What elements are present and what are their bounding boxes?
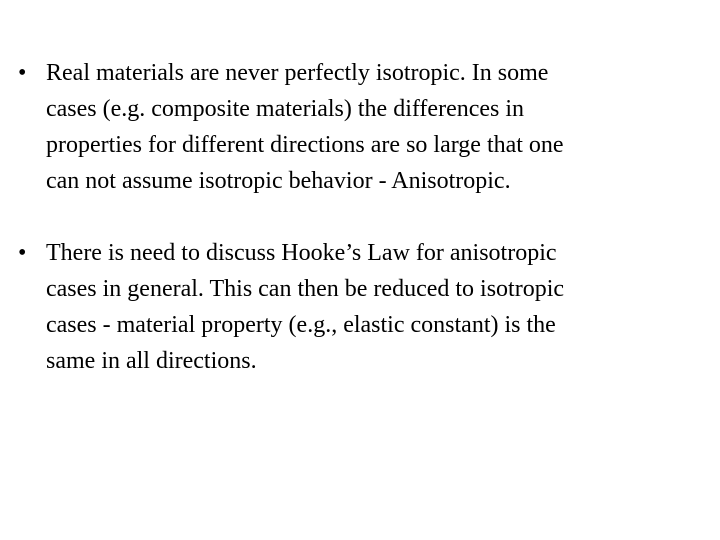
bullet-list	[18, 55, 708, 379]
bullet-text-line: cases in general. This can then be reduced to isotropic	[46, 276, 565, 302]
bullet-icon: •	[18, 240, 27, 266]
bullet-item-anisotropy	[18, 55, 708, 199]
bullet-item-hookes-law	[18, 235, 708, 379]
bullet-text-line: can not assume isotropic behavior - Anisotropic.	[46, 168, 511, 194]
bullet-text-line: cases - material property (e.g., elastic constant) is the	[46, 312, 556, 338]
bullet-text-line: There is need to discuss Hooke’s Law for anisotropic	[46, 240, 557, 266]
bullet-text-line: Real materials are never perfectly isotropic. In some	[46, 60, 549, 86]
bullet-icon: •	[18, 60, 27, 86]
bullet-text-line: cases (e.g. composite materials) the differences in	[46, 96, 525, 122]
bullet-text-line: same in all directions.	[46, 348, 257, 374]
bullet-text-line: properties for different directions are so large that one	[46, 132, 564, 158]
